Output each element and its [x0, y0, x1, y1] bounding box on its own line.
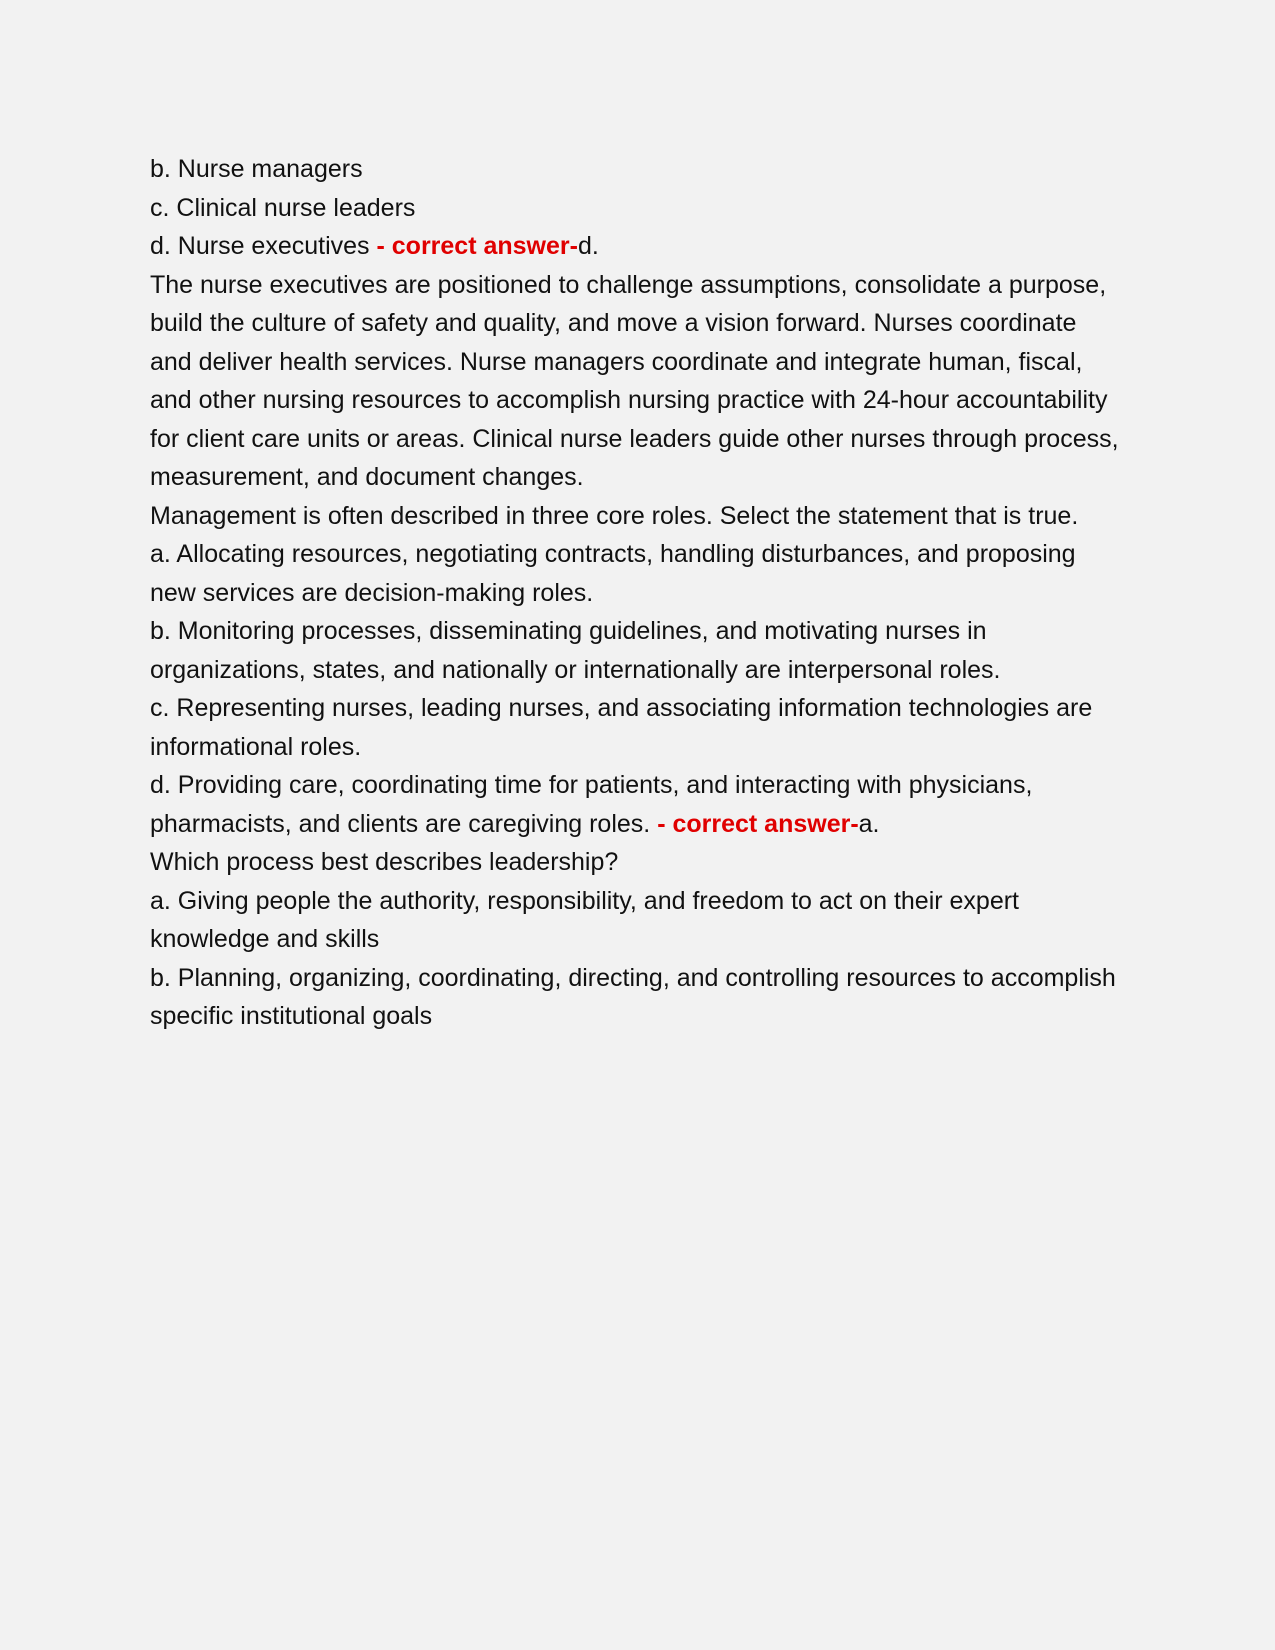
correct-answer-letter: d.	[577, 232, 599, 260]
rationale-paragraph: The nurse executives are positioned to challenge assumptions, consolidate a purpose, build the culture of safety and quality, and move a vision forward. Nurses coordinate and deliver health services. Nurse managers coordinate and integrate human, fiscal, and other nursing resources to accomplish nursing practice with 24-hour accountability for client care units or areas. Clinical nurse leaders guide other nurses through process, measurement, and document changes.	[150, 270, 1119, 491]
correct-answer-letter: a.	[858, 809, 880, 838]
option-a: a. Allocating resources, negotiating contracts, handling disturbances, and proposing new services are decision-making roles.	[150, 540, 1076, 607]
option-c: c. Clinical nurse leaders	[150, 193, 416, 222]
question-text: Which process best describes leadership?	[150, 848, 619, 876]
option-d-text: d. Nurse executives	[150, 232, 377, 260]
option-d-with-answer	[150, 766, 1125, 843]
correct-answer-label: - correct answer-	[657, 809, 859, 838]
option-d-with-answer	[150, 227, 1125, 266]
correct-answer-label: - correct answer-	[376, 232, 578, 260]
option-b: b. Nurse managers	[150, 155, 363, 183]
question-text: Management is often described in three core roles. Select the statement that is true.	[150, 501, 1079, 530]
option-d-text: d. Providing care, coordinating time for patients, and interacting with physicians, pharmacists, and clients are caregiving roles.	[150, 771, 1033, 838]
option-b: b. Monitoring processes, disseminating guidelines, and motivating nurses in organizations, states, and nationally or internationally are interpersonal roles.	[150, 617, 1001, 684]
option-b: b. Planning, organizing, coordinating, directing, and controlling resources to accomplish specific institutional goals	[150, 963, 1116, 1030]
option-a: a. Giving people the authority, responsibility, and freedom to act on their expert knowledge and skills	[150, 886, 1020, 953]
document-content	[150, 150, 1125, 1036]
option-c: c. Representing nurses, leading nurses, and associating information technologies are informational roles.	[150, 694, 1093, 761]
